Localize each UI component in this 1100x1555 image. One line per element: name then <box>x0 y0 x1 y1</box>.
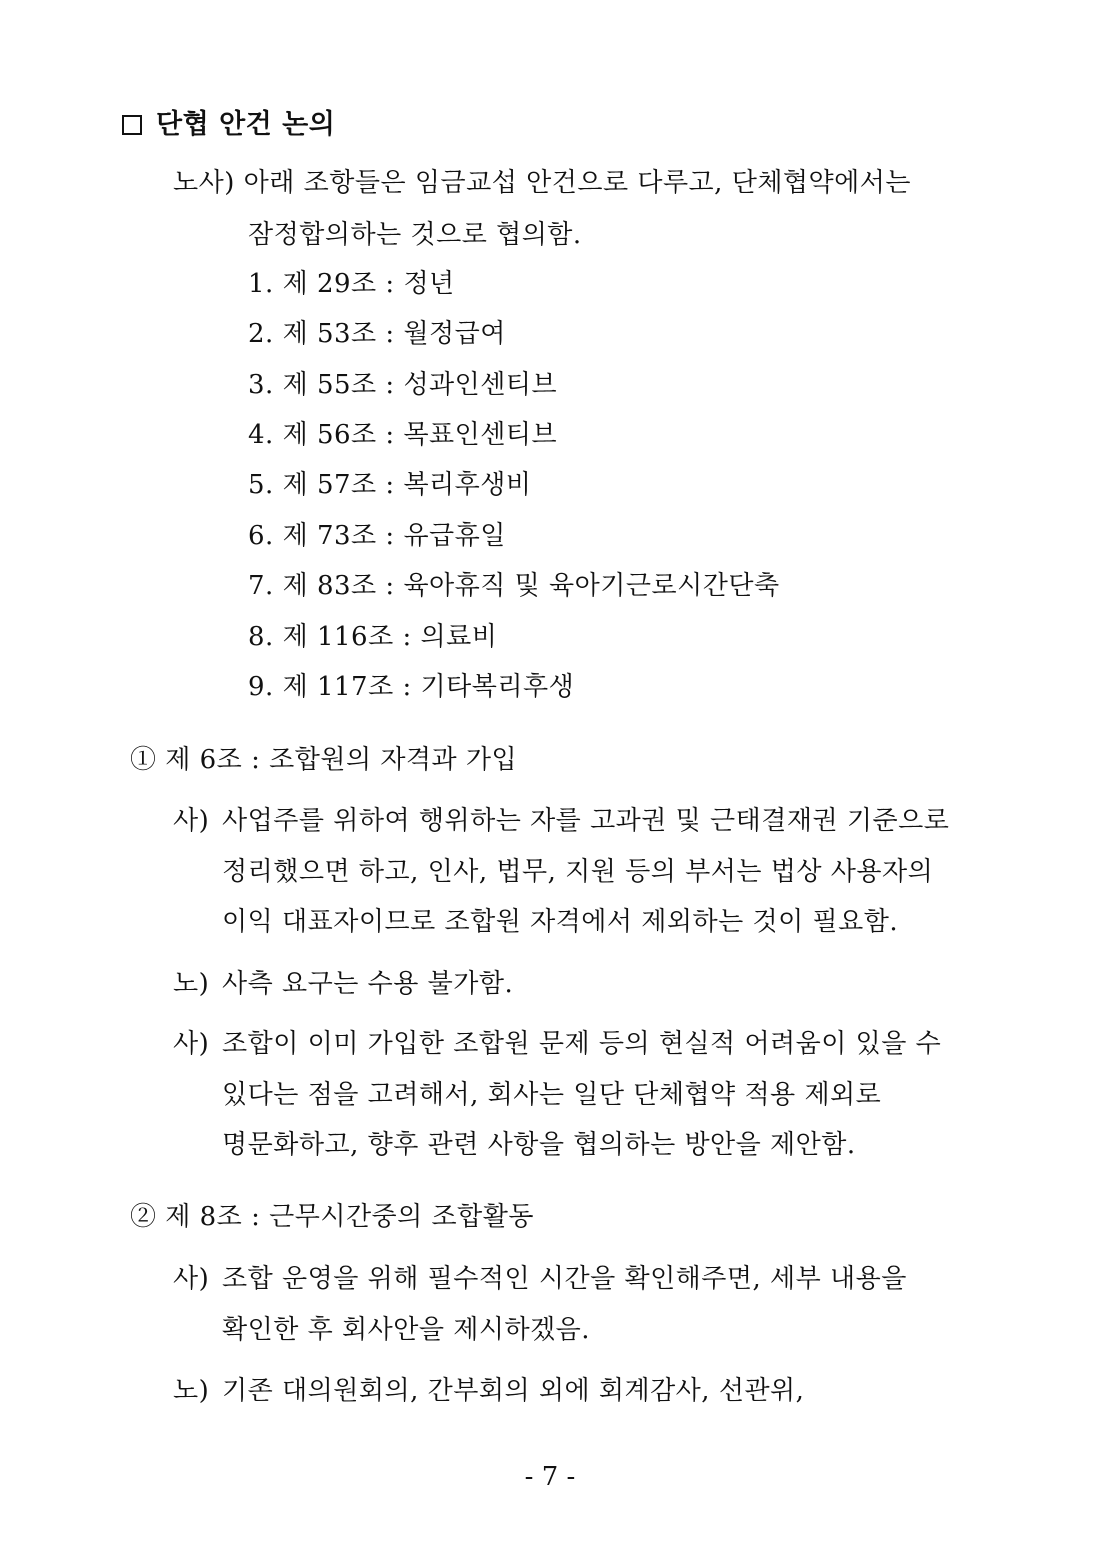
section-heading <box>122 108 335 142</box>
article-6-p1-line-3: 이익 대표자이므로 조합원 자격에서 제외하는 것이 필요함. <box>222 907 899 937</box>
article-6-title: ① 제 6조 : 조합원의 자격과 가입 <box>130 745 518 775</box>
list-item: 7. 제 83조 : 육아휴직 및 육아기근로시간단축 <box>248 571 780 601</box>
article-8-p2-line-1: 기존 대의원회의, 간부회의 외에 회계감사, 선관위, <box>222 1376 805 1406</box>
list-item: 9. 제 117조 : 기타복리후생 <box>248 672 575 702</box>
article-6-p3-line-1: 조합이 이미 가입한 조합원 문제 등의 현실적 어려움이 있을 수 <box>222 1029 942 1059</box>
article-6-p3-line-3: 명문화하고, 향후 관련 사항을 협의하는 방안을 제안함. <box>222 1130 856 1160</box>
list-item: 1. 제 29조 : 정년 <box>248 269 455 299</box>
article-6-p1-line-2: 정리했으면 하고, 인사, 법무, 지원 등의 부서는 법상 사용자의 <box>222 857 934 887</box>
list-item: 4. 제 56조 : 목표인센티브 <box>248 420 558 450</box>
section-title: 단협 안건 논의 <box>156 109 336 140</box>
article-6-p1-line-1: 사업주를 위하여 행위하는 자를 고과권 및 근태결재권 기준으로 <box>222 806 950 836</box>
intro-line-2: 잠정합의하는 것으로 협의함. <box>248 220 582 250</box>
article-6-p1-label: 사) <box>173 806 210 836</box>
article-6-p3-label: 사) <box>173 1029 210 1059</box>
article-8-p1-line-2: 확인한 후 회사안을 제시하겠음. <box>222 1315 591 1345</box>
checkbox-square-icon <box>122 115 142 135</box>
list-item: 2. 제 53조 : 월정급여 <box>248 319 506 349</box>
article-6-p2-label: 노) <box>173 969 210 999</box>
page-number: - 7 - <box>524 1462 576 1492</box>
intro-line-1: 노사) 아래 조항들은 임금교섭 안건으로 다루고, 단체협약에서는 <box>173 168 912 198</box>
article-8-title: ② 제 8조 : 근무시간중의 조합활동 <box>130 1202 535 1232</box>
article-8-p2-label: 노) <box>173 1376 210 1406</box>
article-6-p3-line-2: 있다는 점을 고려해서, 회사는 일단 단체협약 적용 제외로 <box>222 1080 882 1110</box>
article-8-p1-label: 사) <box>173 1264 210 1294</box>
article-6-p2-line-1: 사측 요구는 수용 불가함. <box>222 969 514 999</box>
list-item: 6. 제 73조 : 유급휴일 <box>248 521 506 551</box>
article-8-p1-line-1: 조합 운영을 위해 필수적인 시간을 확인해주면, 세부 내용을 <box>222 1264 907 1294</box>
list-item: 8. 제 116조 : 의료비 <box>248 622 498 652</box>
list-item: 3. 제 55조 : 성과인센티브 <box>248 370 558 400</box>
list-item: 5. 제 57조 : 복리후생비 <box>248 470 532 500</box>
